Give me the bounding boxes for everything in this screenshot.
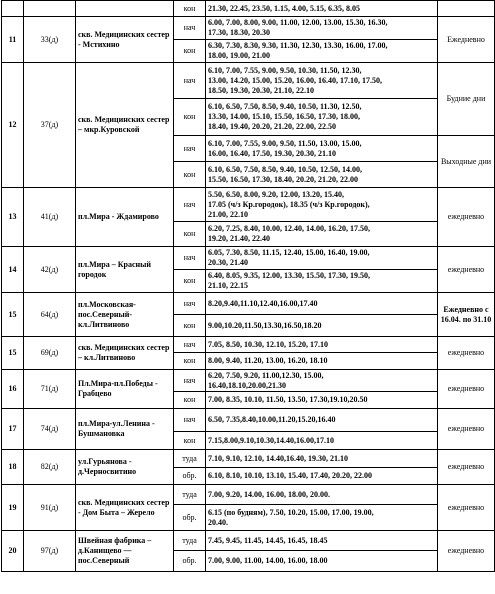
route-number-cell: 13 (2, 188, 24, 247)
times-line: 5.50, 6.50, 8.00, 9.20, 12.00, 13.20, 15.40, (208, 189, 344, 199)
table-row (2, 247, 495, 270)
times-line: 6.40, 8.05, 9.35, 12.00, 13.30, 15.50, 17.30, 19.50, (208, 271, 370, 280)
times-line: 6.20, 7.25, 8.40, 10.00, 12.40, 14.00, 16.20, 17.50, (208, 224, 370, 233)
route-number-cell: 16 (2, 370, 24, 409)
table-row (2, 17, 495, 40)
times-line: 6.10, 7.00, 7.55, 9.00, 9.50, 10.30, 11.50, 12.30, (208, 65, 362, 75)
times-line: 13.00, 14.20, 15.00, 15.20, 16.00, 16.40, 17.10, 17.50, (208, 75, 382, 85)
route-name-cell: пл.Московская-пос.Северный-кл.Литвиново (76, 293, 174, 337)
direction-cell: нач (174, 370, 206, 392)
times-line: 6.05, 7.30, 8.50, 11.15, 12.40, 15.00, 16.40, 19.00, (208, 248, 370, 257)
departure-times-cell (206, 315, 438, 337)
direction-cell: нач (174, 337, 206, 353)
route-number-cell: 17 (2, 409, 24, 450)
direction-cell: обр. (174, 505, 206, 531)
direction-cell: кон (174, 392, 206, 409)
times-line: 6.10, 8.10, 10.10, 13.10, 15.40, 17.40, 20.20, 22.00 (208, 471, 372, 480)
route-number-cell: 11 (2, 17, 24, 63)
table-row (2, 337, 495, 353)
direction-cell: кон (174, 222, 206, 247)
route-code-cell (24, 1, 76, 17)
times-line: 21.00, 22.10 (208, 209, 248, 219)
departure-times-cell (206, 1, 438, 17)
departure-times-cell (206, 337, 438, 353)
table-row (2, 450, 495, 468)
times-line: 7.00, 9.20, 14.00, 16.00, 18.00, 20.00. (208, 489, 330, 499)
times-line: 17.05 (ч/з Кр.городок), 18.35 (ч/з Кр.городок), (208, 199, 370, 209)
times-line: 18.00, 19.00, 21.00 (208, 51, 270, 60)
times-line: 21.10, 22.15 (208, 281, 248, 290)
direction-cell: нач (174, 63, 206, 99)
operating-days-cell: Ежедневно (438, 17, 495, 63)
times-line: 16.40,18.10,20.00,21.30 (208, 380, 286, 390)
times-line: 7.00, 9.00, 11.00, 14.00, 16.00, 18.00 (208, 556, 328, 565)
departure-times-cell (206, 162, 438, 188)
direction-cell: туда (174, 450, 206, 468)
table-row (2, 409, 495, 432)
departure-times-cell (206, 293, 438, 315)
route-number-cell (2, 1, 24, 17)
route-name-cell: Швейная фабрика – д.Канищево — пос.Северный (76, 531, 174, 572)
times-line: 6.50, 7.35,8.40,10.00,11.20,15.20,16.40 (208, 415, 336, 424)
times-line: 7.05, 8.50, 10.30, 12.10, 15.20, 17.10 (208, 339, 328, 349)
times-line: 16.00, 16.40, 17.50, 19.30, 20.30, 21.10 (208, 148, 336, 158)
operating-days-cell: Будние дни (438, 63, 495, 136)
direction-cell: кон (174, 315, 206, 337)
route-code-cell: 41(д) (24, 188, 76, 247)
operating-days-cell: ежедневно (438, 370, 495, 409)
operating-days-cell: Выходные дни (438, 136, 495, 188)
departure-times-cell (206, 468, 438, 485)
table-row (2, 531, 495, 551)
departure-times-cell (206, 505, 438, 531)
direction-cell: кон (174, 162, 206, 188)
direction-cell: кон (174, 353, 206, 370)
departure-times-cell (206, 450, 438, 468)
route-number-cell: 12 (2, 63, 24, 188)
departure-times-cell (206, 409, 438, 432)
times-line: 20.40. (208, 517, 228, 527)
route-code-cell: 71(д) (24, 370, 76, 409)
times-line: 18.50, 19.30, 20.30, 21.10, 22.10 (208, 85, 314, 95)
operating-days-cell: ежедневно (438, 531, 495, 572)
route-code-cell: 42(д) (24, 247, 76, 293)
times-line: 7.00, 8.35, 10.10, 11.50, 13.50, 17.30,19.10,20.50 (208, 395, 368, 404)
times-line: 6.10, 6.50, 7.50, 8.50, 9.40, 10.50, 12.50, 14.00, (208, 164, 362, 174)
departure-times-cell (206, 136, 438, 162)
departure-times-cell (206, 247, 438, 270)
direction-cell: кон (174, 432, 206, 450)
times-line: 19.20, 21.40, 22.40 (208, 234, 270, 243)
route-name-cell: пл.Мира-ул.Ленина - Бушмановка (76, 409, 174, 450)
operating-days-cell: ежедневно (438, 450, 495, 485)
times-line: 7.15,8.00,9.10,10.30,14.40,16.00,17.10 (208, 435, 334, 445)
times-line: 6.30, 7.30, 8.30, 9.30, 11.30, 12.30, 13.30, 16.00, 17.00, (208, 41, 388, 50)
table-row (2, 485, 495, 505)
times-line: 6.10, 7.00, 7.55, 9.00, 9.50, 11.50, 13.00, 15.00, (208, 138, 362, 148)
departure-times-cell (206, 270, 438, 293)
direction-cell: обр. (174, 468, 206, 485)
operating-days-cell: ежедневно (438, 247, 495, 293)
route-code-cell: 64(д) (24, 293, 76, 337)
route-name-cell: ул.Гурьянова - д.Черносвитино (76, 450, 174, 485)
table-row (2, 1, 495, 17)
route-name-cell (76, 1, 174, 17)
departure-times-cell (206, 432, 438, 450)
direction-cell: кон (174, 40, 206, 63)
operating-days-cell: ежедневно (438, 188, 495, 247)
times-line: 6.15 (по будням), 7.50, 10.20, 15.00, 17.00, 19.00, (208, 507, 374, 517)
route-code-cell: 91(д) (24, 485, 76, 531)
times-line: 13.30, 14.00, 15.10, 15.50, 16.50, 17.30, 18.00, (208, 112, 360, 121)
departure-times-cell (206, 17, 438, 40)
direction-cell: кон (174, 1, 206, 17)
route-code-cell: 33(д) (24, 17, 76, 63)
times-line: 7.45, 9.45, 11.45, 14.45, 16.45, 18.45 (208, 535, 328, 545)
operating-days-cell: ежедневно (438, 485, 495, 531)
table-row (2, 370, 495, 392)
table-row (2, 293, 495, 315)
departure-times-cell (206, 531, 438, 551)
times-line: 6.20, 7.50, 9.20, 11.00,12.30, 15.00, (208, 370, 324, 380)
departure-times-cell (206, 353, 438, 370)
direction-cell: нач (174, 136, 206, 162)
route-code-cell: 97(д) (24, 531, 76, 572)
route-name-cell: скв. Медицинских сестер – мкр.Куровской (76, 63, 174, 188)
route-name-cell: Пл.Мира-пл.Победы - Грабцево (76, 370, 174, 409)
operating-days-cell: Ежедневно с 16.04. по 31.10 (438, 293, 495, 337)
times-line: 6.00, 7.00, 8.00, 9.00, 11.00, 12.00, 13.00, 15.30, 16.30, (208, 18, 388, 27)
times-line: 6.10, 6.50, 7.50, 8.50, 9.40, 10.50, 11.30, 12.50, (208, 102, 362, 111)
times-line: 18.40, 19.40, 20.20, 21.20, 22.00, 22.50 (208, 122, 336, 131)
route-number-cell: 19 (2, 485, 24, 531)
direction-cell: туда (174, 531, 206, 551)
operating-days-cell: ежедневно (438, 409, 495, 450)
route-name-cell: пл.Мира – Красный городок (76, 247, 174, 293)
operating-days-cell: ежедневно (438, 337, 495, 370)
route-name-cell: скв. Медицинских сестер – кл.Литвиново (76, 337, 174, 370)
departure-times-cell (206, 370, 438, 392)
route-number-cell: 20 (2, 531, 24, 572)
departure-times-cell (206, 551, 438, 572)
departure-times-cell (206, 222, 438, 247)
direction-cell: нач (174, 247, 206, 270)
departure-times-cell (206, 99, 438, 136)
route-number-cell: 15 (2, 293, 24, 337)
times-line: 17.30, 18.30, 20.30 (208, 28, 270, 37)
times-line: 20.30, 21.40 (208, 258, 248, 267)
schedule-table (1, 0, 495, 572)
times-line: 8.00, 9.40, 11.20, 13.00, 16.20, 18.10 (208, 356, 328, 365)
departure-times-cell (206, 188, 438, 222)
direction-cell: нач (174, 409, 206, 432)
route-code-cell: 37(д) (24, 63, 76, 188)
times-line: 21.30, 22.45, 23.50, 1.15, 4.00, 5.15, 6.35, 8.05 (208, 3, 360, 13)
route-number-cell: 14 (2, 247, 24, 293)
direction-cell: нач (174, 188, 206, 222)
departure-times-cell (206, 485, 438, 505)
departure-times-cell (206, 392, 438, 409)
direction-cell: кон (174, 99, 206, 136)
route-number-cell: 18 (2, 450, 24, 485)
times-line: 8.20,9.40,11.10,12.40,16.00,17.40 (208, 298, 318, 308)
direction-cell: нач (174, 293, 206, 315)
operating-days-cell (438, 1, 495, 17)
departure-times-cell (206, 63, 438, 99)
direction-cell: туда (174, 485, 206, 505)
route-name-cell: скв. Медицинских сестер - Дом Быта – Жерело (76, 485, 174, 531)
table-row (2, 63, 495, 99)
departure-times-cell (206, 40, 438, 63)
route-name-cell: скв. Медицинских сестер - Мстихино (76, 17, 174, 63)
direction-cell: кон (174, 270, 206, 293)
route-code-cell: 69(д) (24, 337, 76, 370)
times-line: 7.10, 9.10, 12.10, 14.40,16.40, 19.30, 21.10 (208, 453, 348, 463)
direction-cell: обр. (174, 551, 206, 572)
times-line: 15.50, 16.50, 17.30, 18.40, 20.20, 21.20, 22.00 (208, 174, 358, 184)
route-name-cell: пл.Мира - Ждамирово (76, 188, 174, 247)
times-line: 9.00,10.20,11.50,13.30,16.50,18.20 (208, 320, 322, 330)
direction-cell: нач (174, 17, 206, 40)
route-code-cell: 82(д) (24, 450, 76, 485)
schedule-body (2, 1, 495, 572)
route-number-cell: 15 (2, 337, 24, 370)
table-row (2, 188, 495, 222)
route-code-cell: 74(д) (24, 409, 76, 450)
